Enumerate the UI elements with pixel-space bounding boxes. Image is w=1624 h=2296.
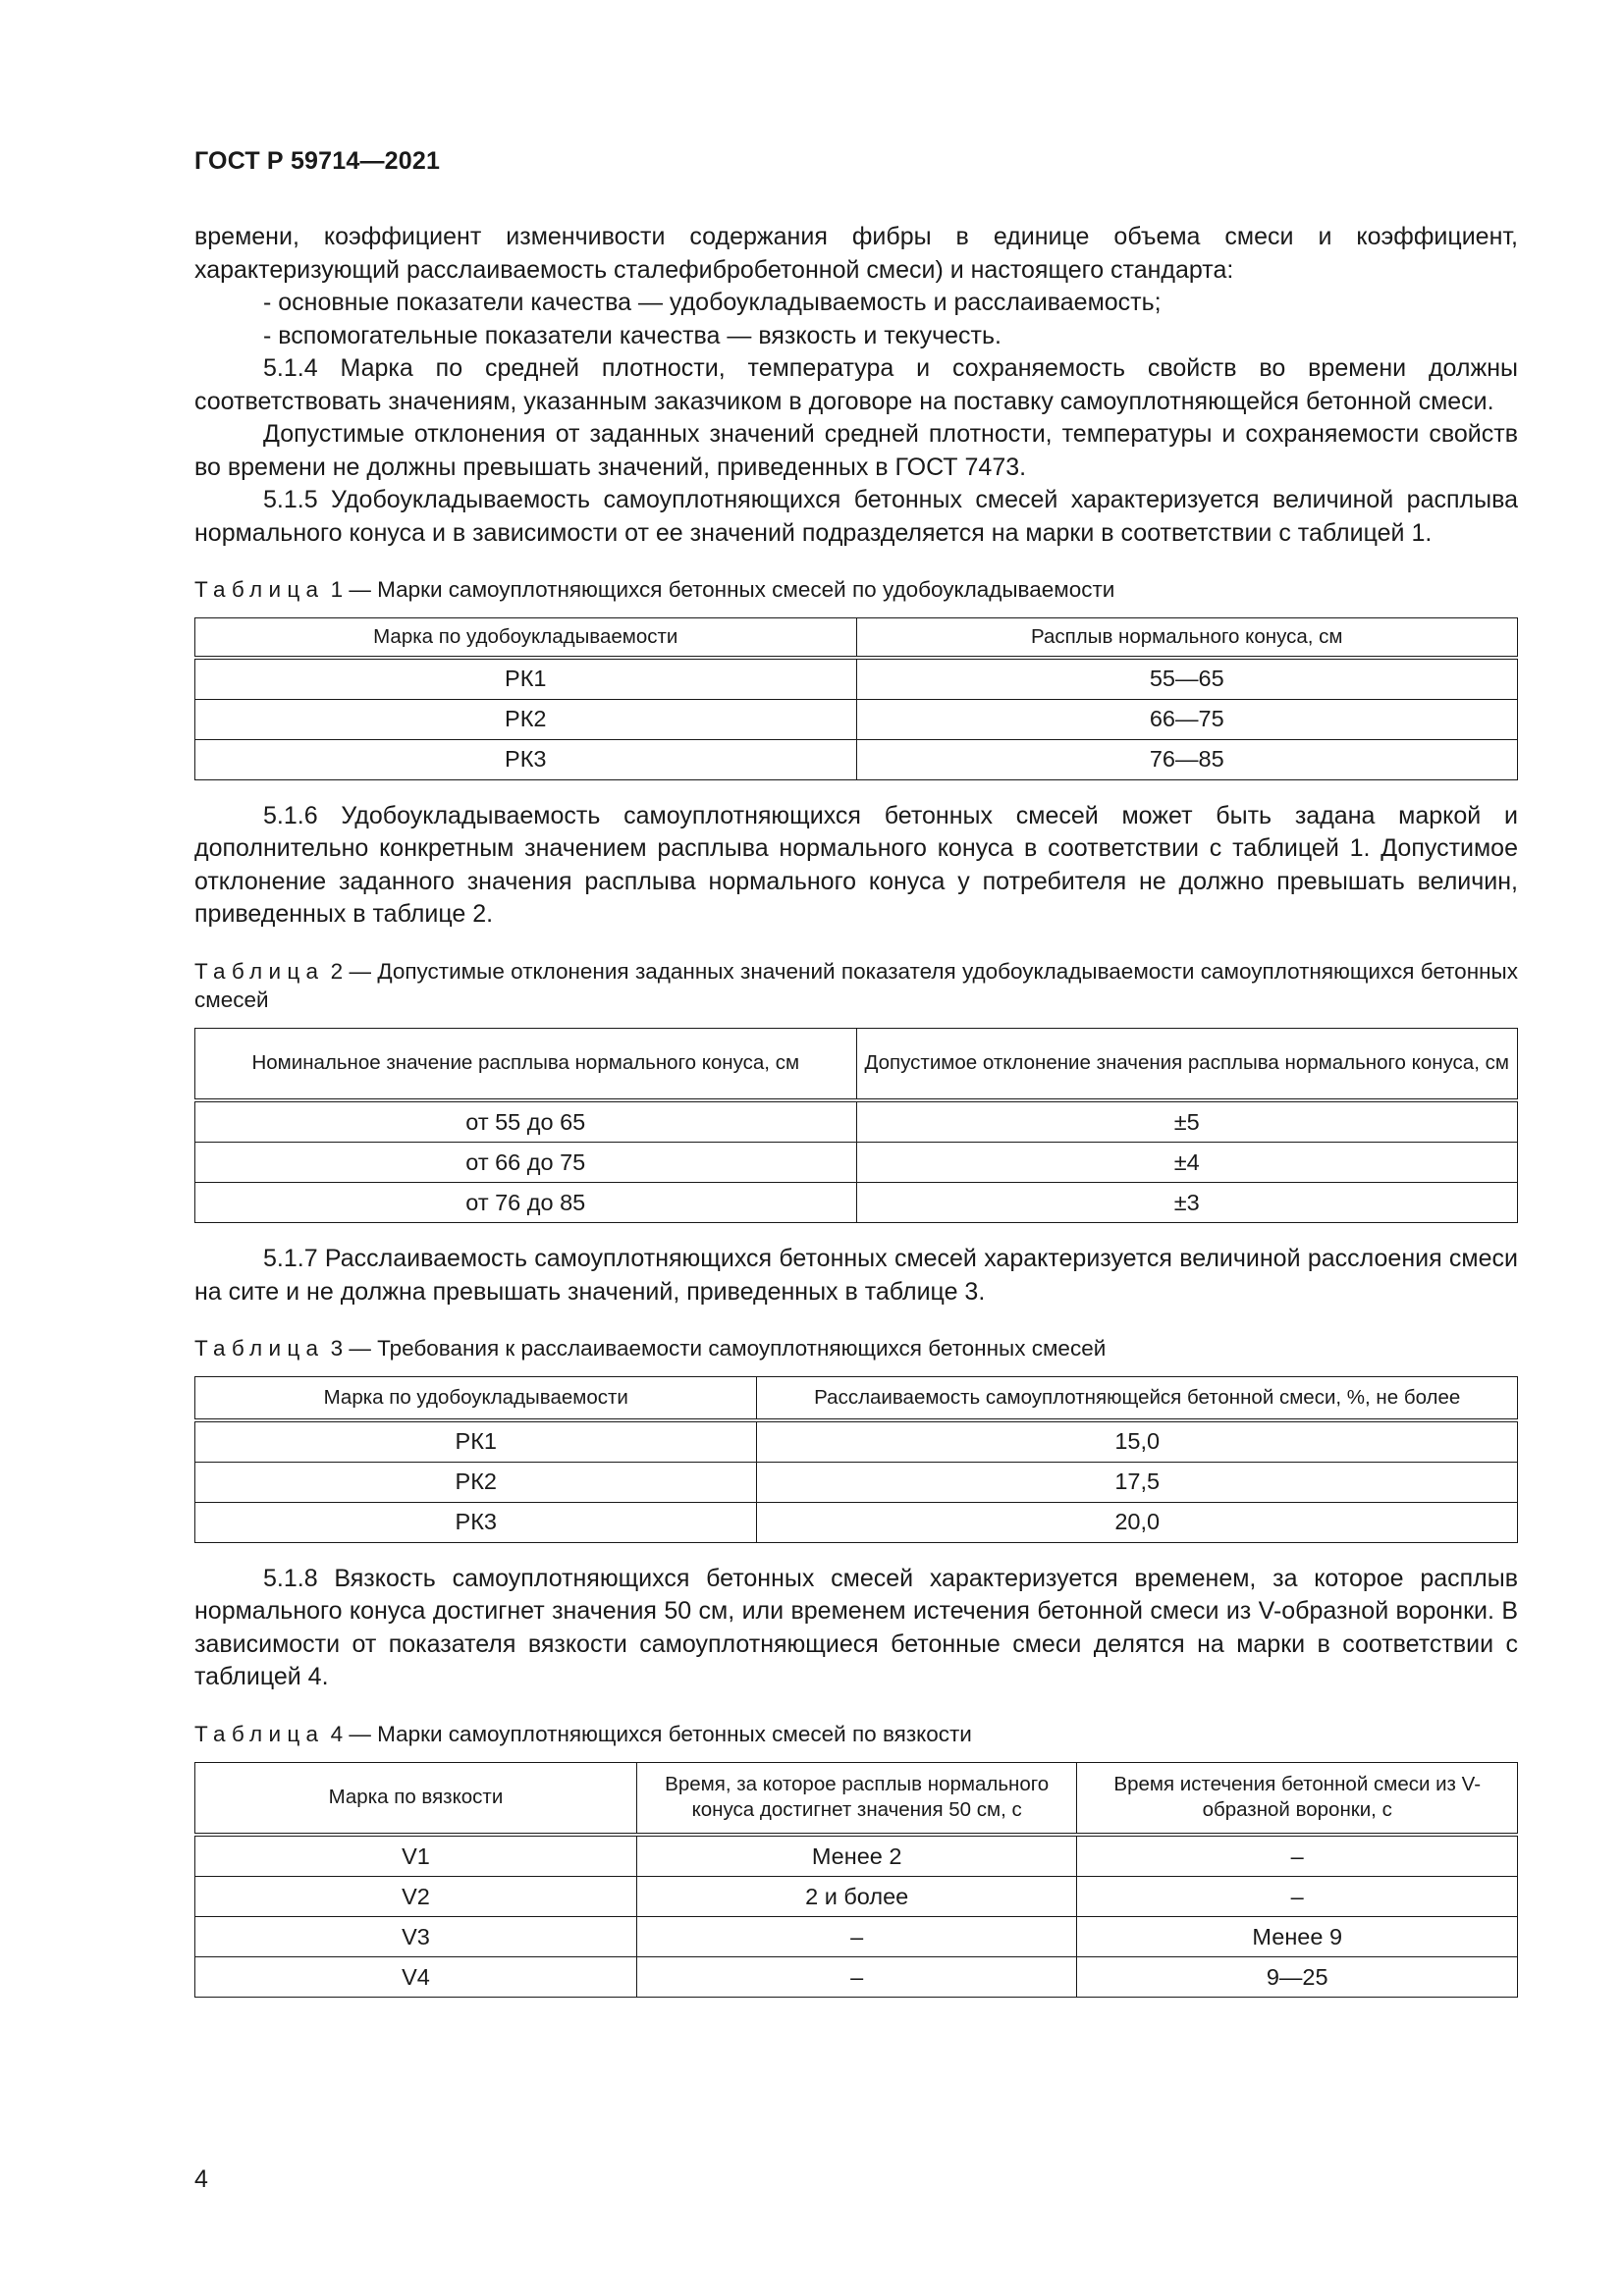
table-word: Таблица [194,1721,325,1746]
table-cell: 20,0 [757,1502,1518,1542]
table-cell: – [1077,1877,1518,1917]
table-row [195,658,1518,700]
table-cell: от 66 до 75 [195,1143,857,1183]
table-row [195,1462,1518,1502]
table-row [195,1420,1518,1463]
table-row [195,739,1518,779]
table-row [195,1957,1518,1998]
table-header-cell: Расслаиваемость самоуплотняющейся бетонной смеси, %, не более [757,1377,1518,1420]
document-code-header: ГОСТ Р 59714—2021 [194,147,441,175]
list-item-auxiliary-quality: - вспомогательные показатели качества — вязкость и текучесть. [263,321,1001,349]
table-word: Таблица [194,577,325,602]
table-cell: 17,5 [757,1462,1518,1502]
table-number: 1 [330,577,344,602]
page-number: 4 [194,2165,208,2193]
table-caption-text: — Требования к расслаиваемости самоуплотняющихся бетонных смесей [349,1336,1107,1361]
table-number: 2 [330,958,344,984]
table-header-cell: Время истечения бетонной смеси из V-образной воронки, с [1077,1762,1518,1835]
clause-5-1-5: 5.1.5 Удобоукладываемость самоуплотняющихся бетонных смесей характеризуется величиной расплыва нормального конуса и в зависимости от ее значений подразделяется на марки в соответствии с таблицей 1. [194,486,1518,547]
table-caption-text: — Допустимые отклонения заданных значений показателя удобоукладываемости самоуплотняющихся бетонных смесей [194,958,1518,1012]
table-word: Таблица [194,958,325,984]
table-cell: РК1 [195,658,857,700]
table-cell: 76—85 [856,739,1518,779]
table-3-caption [194,1334,1518,1362]
table-row [195,1143,1518,1183]
table-word: Таблица [194,1336,325,1361]
table-cell: V2 [195,1877,637,1917]
clause-5-1-7: 5.1.7 Расслаиваемость самоуплотняющихся бетонных смесей характеризуется величиной расслоения смеси на сите и не должна превышать значений, приведенных в таблице 3. [194,1245,1518,1306]
table-header-cell: Номинальное значение расплыва нормального конуса, см [195,1028,857,1100]
table-3 [194,1376,1518,1543]
table-caption-text: — Марки самоуплотняющихся бетонных смесей по удобоукладываемости [349,577,1115,602]
paragraph-deviations: Допустимые отклонения от заданных значений средней плотности, температуры и сохраняемости свойств во времени не должны превышать значений, приведенных в ГОСТ 7473. [194,420,1518,481]
table-cell: от 55 до 65 [195,1100,857,1143]
table-1 [194,617,1518,780]
table-row [195,1835,1518,1877]
clause-5-1-6: 5.1.6 Удобоукладываемость самоуплотняющихся бетонных смесей может быть задана маркой и дополнительно конкретным значением расплыва нормального конуса в соответствии с таблицей 1. Допустимое отклонение заданного значения расплыва нормального конуса у потребителя не должно превышать величин, приведенных в таблице 2. [194,801,1518,928]
table-header-cell: Марка по вязкости [195,1762,637,1835]
table-cell: 2 и более [636,1877,1077,1917]
table-cell: РК1 [195,1420,757,1463]
table-cell: РК3 [195,1502,757,1542]
table-cell: 9—25 [1077,1957,1518,1998]
table-row [195,1183,1518,1223]
table-cell: – [636,1917,1077,1957]
table-row [195,1100,1518,1143]
clause-5-1-4: 5.1.4 Марка по средней плотности, температура и сохраняемость свойств во времени должны соответствовать значениям, указанным заказчиком в договоре на поставку самоуплотняющейся бетонной смеси. [194,354,1518,415]
table-4-caption [194,1720,1518,1748]
table-cell: РК2 [195,1462,757,1502]
table-row [195,1917,1518,1957]
clause-5-1-8: 5.1.8 Вязкость самоуплотняющихся бетонных смесей характеризуется временем, за которое расплыв нормального конуса достигнет значения 50 см, или временем истечения бетонной смеси из V-образной воронки. В зависимости от показателя вязкости самоуплотняющиеся бетонные смеси делятся на марки в соответствии с таблицей 4. [194,1564,1518,1690]
table-cell: ±5 [856,1100,1518,1143]
table-cell: ±3 [856,1183,1518,1223]
table-cell: 55—65 [856,658,1518,700]
table-1-caption [194,575,1518,604]
table-header-cell: Марка по удобоукладываемости [195,1377,757,1420]
table-header-cell: Марка по удобоукладываемости [195,618,857,658]
table-cell: Менее 9 [1077,1917,1518,1957]
table-cell: 66—75 [856,699,1518,739]
document-page [194,147,1518,1998]
table-cell: V3 [195,1917,637,1957]
table-header-cell: Расплыв нормального конуса, см [856,618,1518,658]
table-row [195,1502,1518,1542]
table-cell: Менее 2 [636,1835,1077,1877]
paragraph-continuation: времени, коэффициент изменчивости содержания фибры в единице объема смеси и коэффициент, характеризующий расслаиваемость сталефибробетонной смеси) и настоящего стандарта: [194,223,1518,284]
table-cell: – [1077,1835,1518,1877]
table-cell: РК2 [195,699,857,739]
table-cell: – [636,1957,1077,1998]
table-cell: РК3 [195,739,857,779]
table-caption-text: — Марки самоуплотняющихся бетонных смесей по вязкости [349,1721,972,1746]
table-2-caption [194,957,1518,1014]
table-row [195,699,1518,739]
table-cell: 15,0 [757,1420,1518,1463]
table-header-cell: Допустимое отклонение значения расплыва нормального конуса, см [856,1028,1518,1100]
table-number: 4 [330,1721,344,1746]
table-cell: V1 [195,1835,637,1877]
table-cell: от 76 до 85 [195,1183,857,1223]
table-4 [194,1762,1518,1999]
table-cell: ±4 [856,1143,1518,1183]
table-cell: V4 [195,1957,637,1998]
table-number: 3 [330,1336,344,1361]
table-header-cell: Время, за которое расплыв нормального конуса достигнет значения 50 см, с [636,1762,1077,1835]
table-row [195,1877,1518,1917]
table-2 [194,1028,1518,1224]
list-item-main-quality: - основные показатели качества — удобоукладываемость и расслаиваемость; [263,289,1162,316]
